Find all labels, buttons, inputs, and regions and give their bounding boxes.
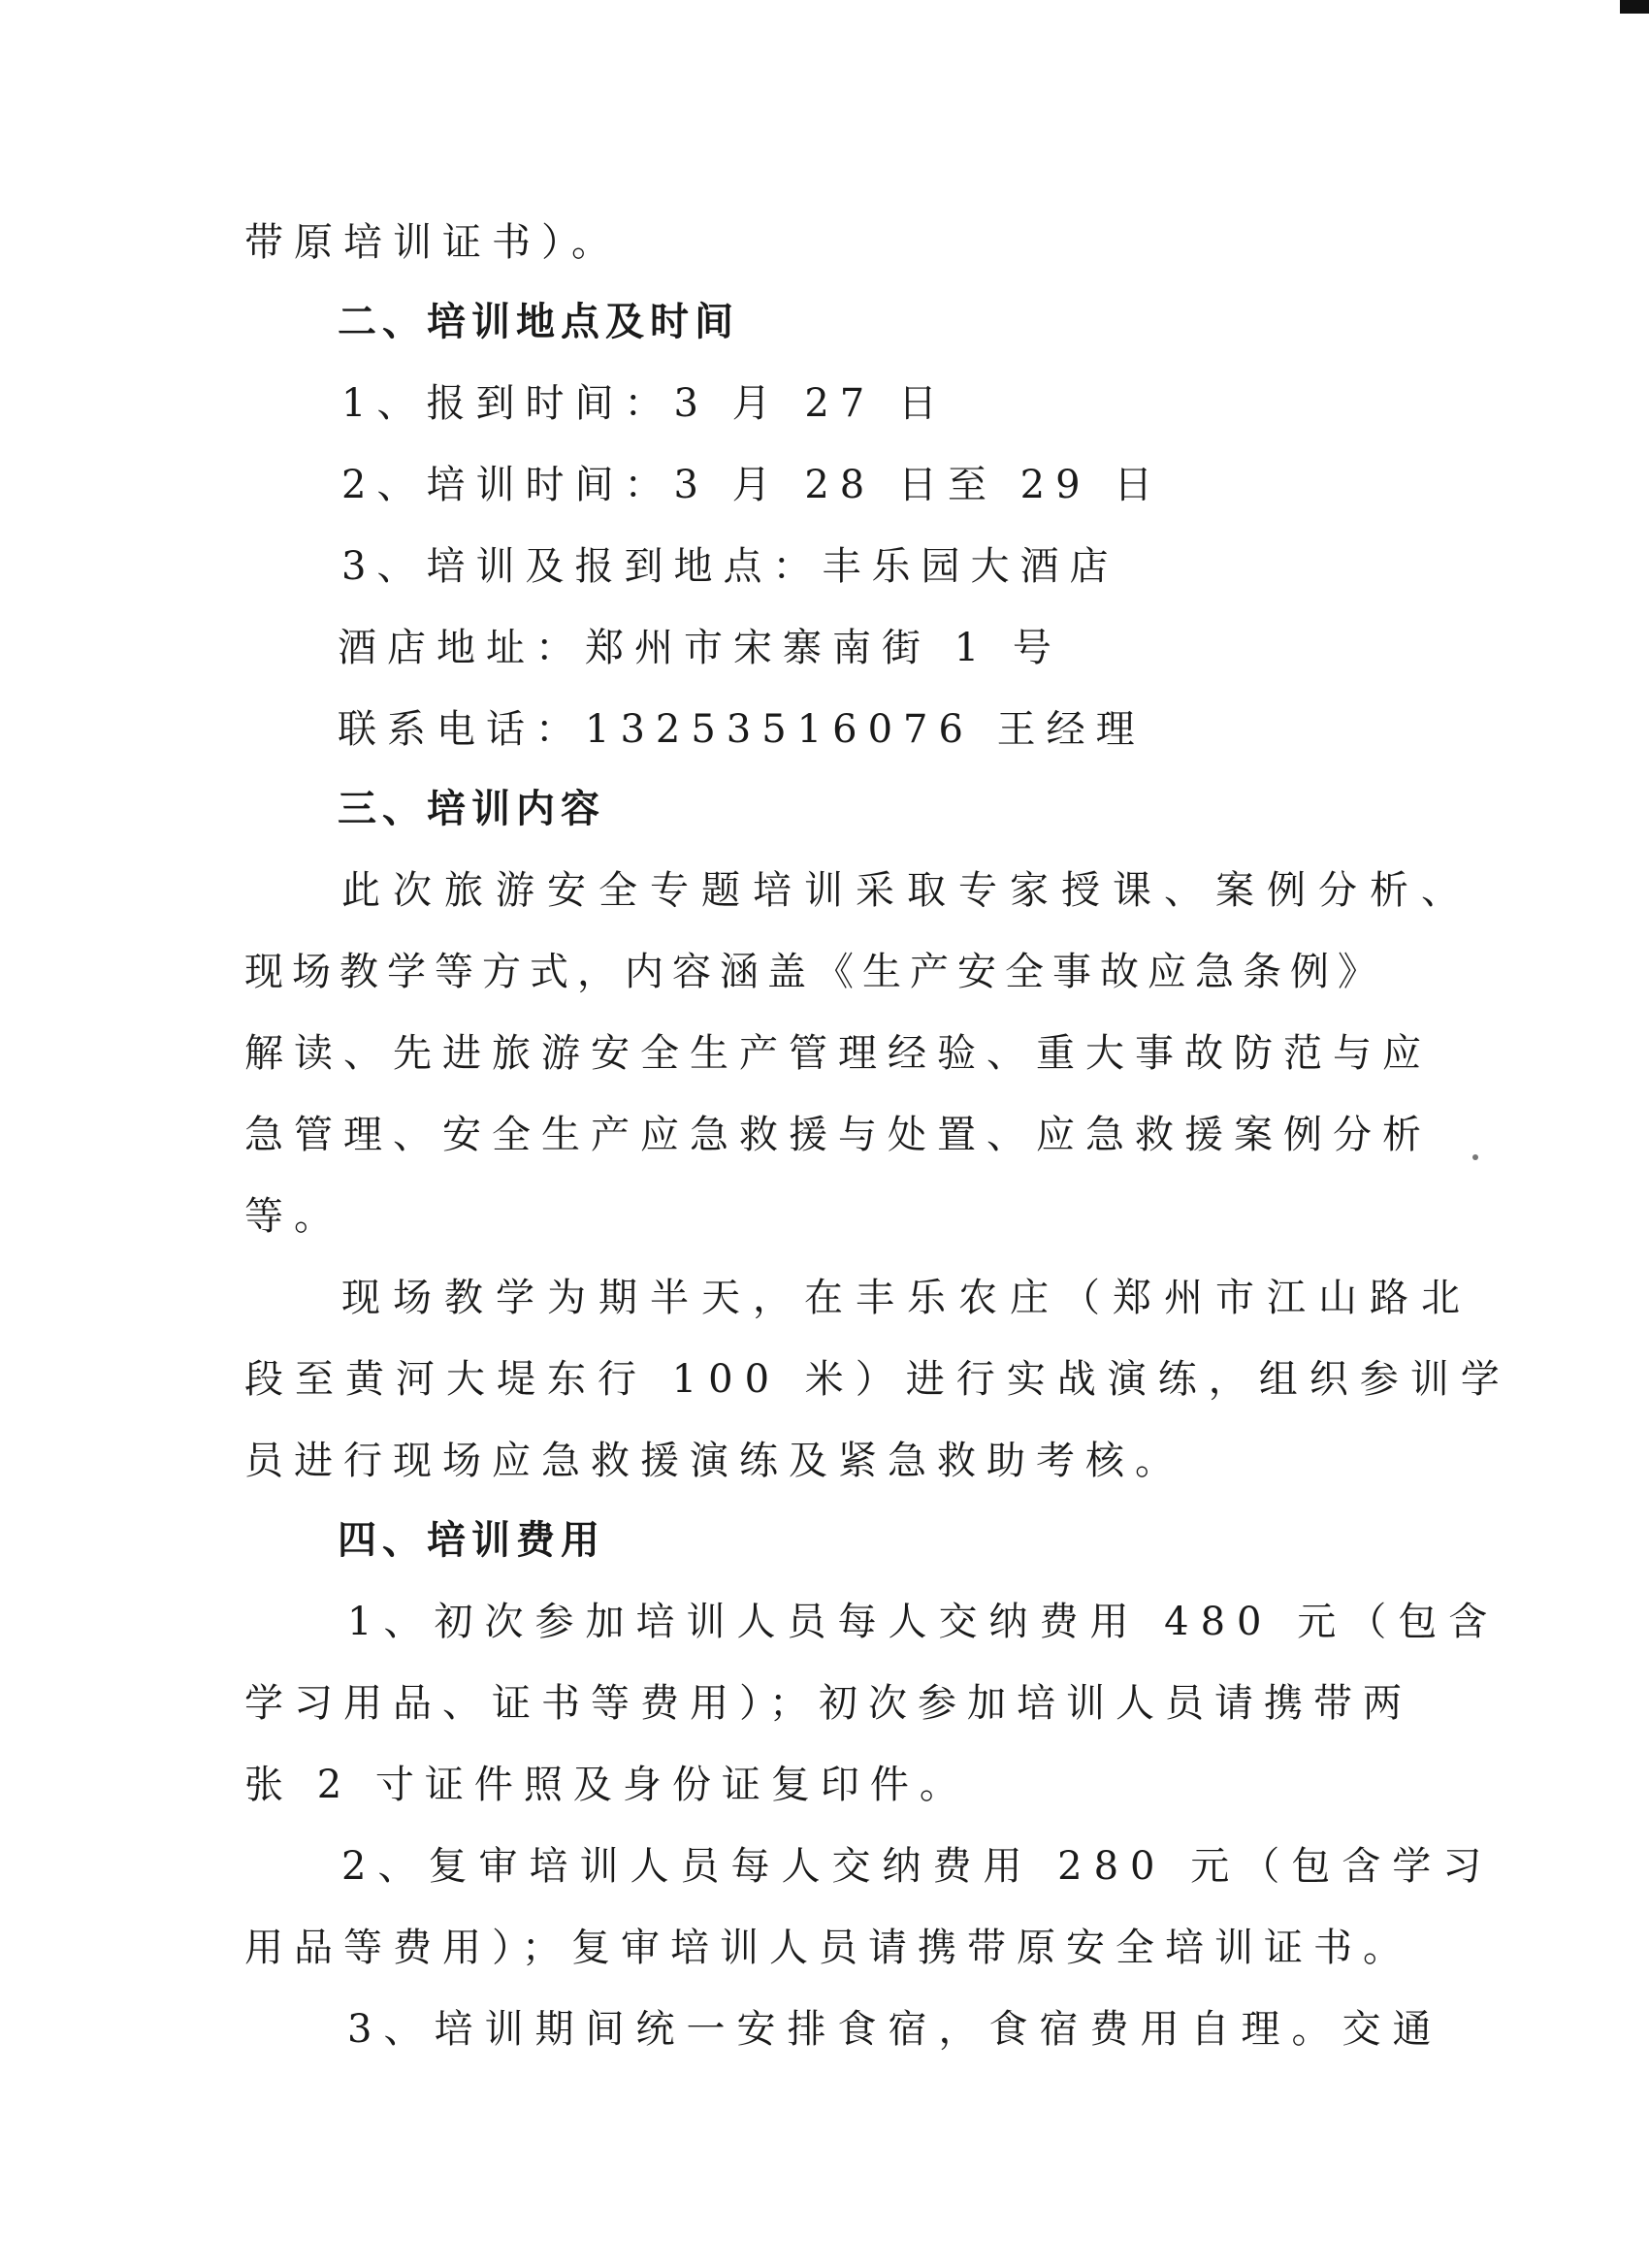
list-item-training-location: 3、培训及报到地点：丰乐园大酒店 xyxy=(341,544,1119,589)
fee-item-review-cont: 用品等费用）；复审培训人员请携带原安全培训证书。 xyxy=(244,1926,1412,1970)
section-heading-training-content: 三、培训内容 xyxy=(338,787,605,831)
field-teaching-paragraph-line: 段至黄河大堤东行 100 米）进行实战演练，组织参训学 xyxy=(244,1357,1511,1402)
content-paragraph-line: 急管理、安全生产应急救援与处置、应急救援案例分析 xyxy=(244,1113,1432,1157)
fee-item-review: 2、复审培训人员每人交纳费用 280 元（包含学习 xyxy=(341,1844,1494,1889)
fee-item-first-time-cont: 学习用品、证书等费用）；初次参加培训人员请携带两 xyxy=(244,1681,1412,1726)
paragraph-continuation: 带原培训证书）。 xyxy=(244,220,621,265)
section-heading-location-time: 二、培训地点及时间 xyxy=(338,300,739,344)
list-item-checkin-time: 1、报到时间：3 月 27 日 xyxy=(341,381,948,426)
fee-item-first-time-cont: 张 2 寸证件照及身份证复印件。 xyxy=(244,1763,969,1807)
list-item-training-time: 2、培训时间：3 月 28 日至 29 日 xyxy=(341,463,1164,507)
contact-phone: 联系电话：13253516076 王经理 xyxy=(338,707,1146,752)
section-heading-training-fees: 四、培训费用 xyxy=(338,1518,605,1563)
field-teaching-paragraph-line: 员进行现场应急救援演练及紧急救助考核。 xyxy=(244,1439,1184,1483)
fee-item-first-time: 1、初次参加培训人员每人交纳费用 480 元（包含 xyxy=(347,1600,1500,1644)
hotel-address: 酒店地址：郑州市宋寨南街 1 号 xyxy=(338,626,1062,670)
content-paragraph-line: 此次旅游安全专题培训采取专家授课、案例分析、 xyxy=(341,868,1472,913)
content-paragraph-line: 解读、先进旅游安全生产管理经验、重大事故防范与应 xyxy=(244,1031,1432,1076)
fee-item-accommodation: 3、培训期间统一安排食宿，食宿费用自理。交通 xyxy=(347,2007,1443,2052)
field-teaching-paragraph-line: 现场教学为期半天，在丰乐农庄（郑州市江山路北 xyxy=(341,1276,1472,1320)
content-paragraph-line: 等。 xyxy=(244,1194,343,1239)
content-paragraph-line: 现场教学等方式，内容涵盖《生产安全事故应急条例》 xyxy=(244,950,1385,994)
